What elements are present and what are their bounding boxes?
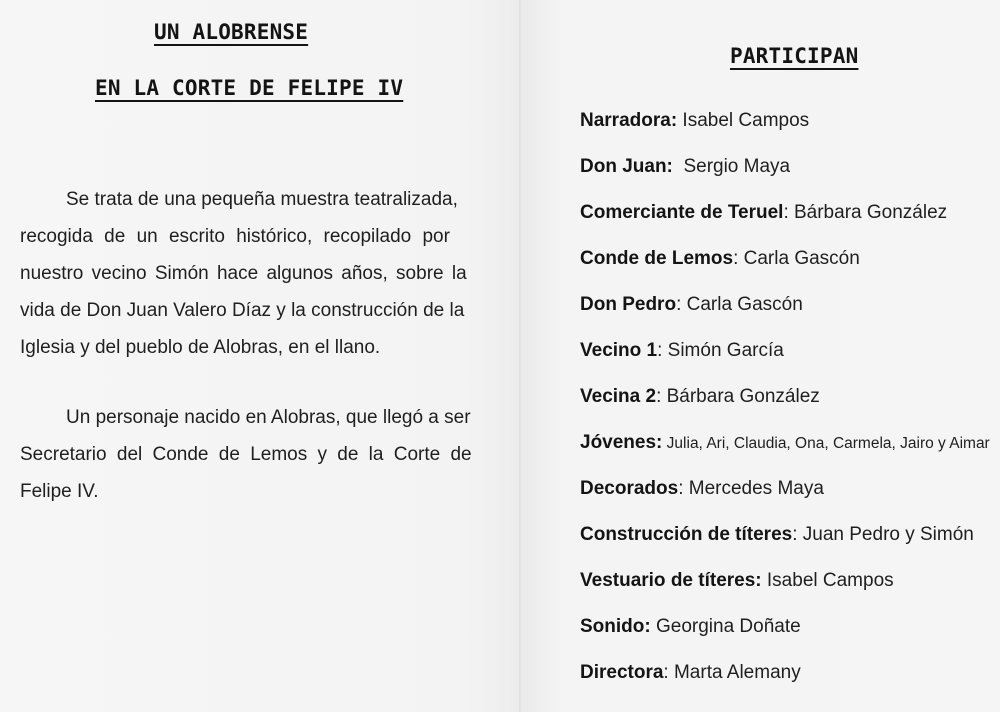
- cast-role: Vecina 2: [580, 386, 657, 407]
- intro-paragraph: [20, 181, 467, 366]
- cast-role: Don Juan:: [580, 156, 673, 177]
- paragraph-line: Felipe IV.: [20, 481, 99, 502]
- cast-name: : Bárbara González: [783, 202, 948, 223]
- document-title-line2: EN LA CORTE DE FELIPE IV: [95, 76, 404, 100]
- cast-name: Sergio Maya: [672, 156, 791, 177]
- cast-name: : Bárbara González: [656, 386, 820, 407]
- paragraph-line: vida de Don Juan Valero Díaz y la construcción de la: [20, 300, 465, 321]
- document-title-line1: UN ALOBRENSE: [154, 20, 309, 44]
- paragraph-line: recogida de un escrito histórico, recopilado por: [20, 226, 450, 247]
- cast-name: : Carla Gascón: [733, 248, 860, 269]
- cast-name: : Carla Gascón: [676, 294, 803, 315]
- cast-name: : Juan Pedro y Simón: [792, 524, 974, 545]
- cast-role: Vestuario de títeres:: [580, 570, 762, 591]
- cast-item: [580, 518, 992, 564]
- paragraph-line: Se trata de una pequeña muestra teatralizada,: [66, 189, 458, 210]
- cast-item: [580, 472, 992, 518]
- cast-item: [580, 610, 992, 656]
- cast-item: [580, 656, 992, 702]
- cast-role: Directora: [580, 662, 664, 683]
- paragraph-line: Secretario del Conde de Lemos y de la Corte de: [20, 444, 472, 465]
- cast-role: Construcción de títeres: [580, 524, 793, 545]
- cast-item: [580, 380, 992, 426]
- cast-role: Narradora:: [580, 110, 678, 131]
- cast-role: Don Pedro: [580, 294, 677, 315]
- cast-role: Comerciante de Teruel: [580, 202, 784, 223]
- paragraph-line: nuestro vecino Simón hace algunos años, sobre la: [20, 263, 467, 284]
- cast-name: Isabel Campos: [761, 570, 894, 591]
- cast-role: Vecino 1: [580, 340, 658, 361]
- cast-name: : Marta Alemany: [663, 662, 801, 683]
- cast-item: [580, 288, 992, 334]
- cast-list: [580, 104, 992, 702]
- cast-item: [580, 564, 992, 610]
- cast-name: : Simón García: [657, 340, 784, 361]
- cast-role: Decorados: [580, 478, 679, 499]
- cast-item: [580, 150, 992, 196]
- cast-item: [580, 104, 992, 150]
- paragraph-line: Un personaje nacido en Alobras, que llegó a ser: [66, 407, 471, 428]
- cast-title: PARTICIPAN: [730, 44, 859, 68]
- cast-role: Sonido:: [580, 616, 651, 637]
- cast-item: [580, 196, 992, 242]
- cast-name: Isabel Campos: [677, 110, 810, 131]
- cast-item: [580, 334, 992, 380]
- cast-name: Julia, Ari, Claudia, Ona, Carmela, Jairo y Aimar: [662, 435, 990, 452]
- cast-role: Jóvenes:: [580, 432, 663, 453]
- cast-name: Georgina Doñate: [650, 616, 801, 637]
- character-paragraph: [20, 399, 472, 510]
- page-fold: [519, 0, 521, 712]
- cast-item: [580, 242, 992, 288]
- paragraph-line: Iglesia y del pueblo de Alobras, en el llano.: [20, 337, 381, 358]
- cast-name: : Mercedes Maya: [678, 478, 824, 499]
- cast-role: Conde de Lemos: [580, 248, 734, 269]
- cast-item: [580, 426, 992, 472]
